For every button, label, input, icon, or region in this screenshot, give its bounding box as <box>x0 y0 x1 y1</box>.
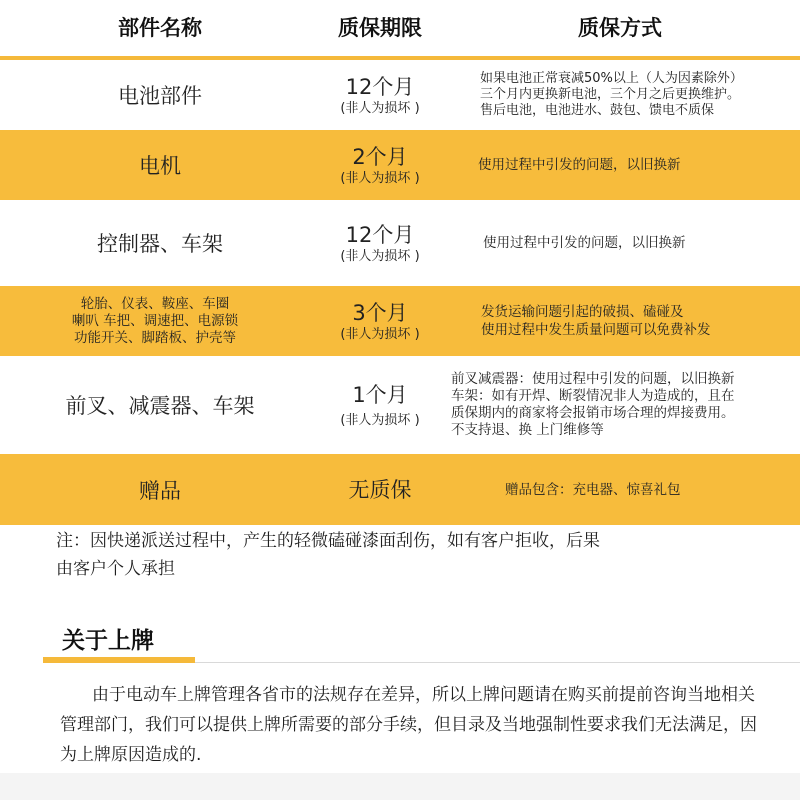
table-row <box>0 130 800 200</box>
period-value: 12个月 <box>345 74 415 99</box>
section-title: 关于上牌 <box>62 628 154 654</box>
period-value: 无质保 <box>348 477 412 502</box>
period-cell <box>300 454 460 525</box>
period-note: (非人为损坏 ) <box>340 412 420 428</box>
part-name-cell <box>0 286 310 356</box>
period-cell <box>300 286 460 356</box>
footnote-line: 注：因快递派送过程中，产生的轻微磕碰漆面刮伤，如有客户拒收，后果 <box>56 531 600 551</box>
table-row <box>0 200 800 286</box>
method-line: 三个月内更换新电池，三个月之后更换维护。 <box>480 87 741 102</box>
method-line: 不支持退、换 上门维修等 <box>451 422 604 438</box>
period-note: (非人为损坏 ) <box>340 100 420 116</box>
period-value: 2个月 <box>352 144 408 169</box>
table-row <box>0 356 800 454</box>
header-part-name: 部件名称 <box>118 16 202 40</box>
period-cell <box>300 200 460 286</box>
part-name: 功能开关、脚踏板、护壳等 <box>73 329 236 346</box>
part-name-cell <box>0 454 320 525</box>
part-name: 喇叭 车把、调速把、电源锁 <box>71 312 239 329</box>
method-cell <box>478 130 798 200</box>
license-paragraph: 由于电动车上牌管理各省市的法规存在差异，所以上牌问题请在购买前提前咨询当地相关管理部门，我们可以提供上牌所需要的部分手续，但目录及当地强制性要求我们无法满足，因为上牌原因造成的. <box>60 685 757 765</box>
period-note: (非人为损坏 ) <box>340 170 420 186</box>
part-name-cell <box>0 130 320 200</box>
method-cell <box>480 60 800 130</box>
footnote <box>56 527 756 583</box>
header-warranty-period: 质保期限 <box>338 16 422 40</box>
part-name: 控制器、车架 <box>97 232 223 256</box>
method-cell <box>483 200 800 286</box>
part-name: 轮胎、仪表、鞍座、车圈 <box>80 295 230 312</box>
title-underline <box>43 657 195 663</box>
table-row <box>0 286 800 356</box>
part-name: 电机 <box>139 154 181 178</box>
method-line: 车架：如有开焊、断裂情况非人为造成的，且在 <box>451 388 735 404</box>
bottom-band <box>0 773 800 800</box>
method-cell <box>481 286 800 356</box>
part-name-cell <box>0 356 320 454</box>
method-line: 如果电池正常衰减50%以上（人为因素除外） <box>480 71 743 86</box>
method-cell <box>505 454 800 525</box>
method-line: 售后电池，电池进水、鼓包、馈电不质保 <box>480 103 715 118</box>
part-name: 电池部件 <box>118 84 202 108</box>
footnote-line: 由客户个人承担 <box>56 559 175 579</box>
period-note: (非人为损坏 ) <box>340 326 420 342</box>
divider <box>195 662 800 663</box>
part-name: 赠品 <box>139 478 181 503</box>
table-row <box>0 454 800 525</box>
method-line: 赠品包含：充电器、惊喜礼包 <box>505 481 681 498</box>
period-value: 1个月 <box>352 382 408 407</box>
period-cell <box>300 130 460 200</box>
method-line: 质保期内的商家将会报销市场合理的焊接费用。 <box>451 405 735 421</box>
method-line: 使用过程中引发的问题，以旧换新 <box>483 235 686 251</box>
part-name: 前叉、减震器、车架 <box>65 394 255 418</box>
header-warranty-method: 质保方式 <box>578 16 662 40</box>
method-line: 使用过程中发生质量问题可以免费补发 <box>481 322 711 338</box>
period-cell <box>300 356 460 454</box>
method-line: 前叉减震器：使用过程中引发的问题，以旧换新 <box>451 371 735 387</box>
table-header <box>0 0 800 60</box>
period-cell <box>300 60 460 130</box>
part-name-cell <box>0 60 320 130</box>
period-value: 3个月 <box>352 300 408 325</box>
part-name-cell <box>0 200 320 286</box>
method-line: 使用过程中引发的问题，以旧换新 <box>478 157 681 173</box>
method-line: 发货运输问题引起的破损、磕碰及 <box>481 304 684 320</box>
method-cell <box>451 356 771 454</box>
table-row <box>0 60 800 130</box>
period-value: 12个月 <box>345 222 415 247</box>
period-note: (非人为损坏 ) <box>340 248 420 264</box>
